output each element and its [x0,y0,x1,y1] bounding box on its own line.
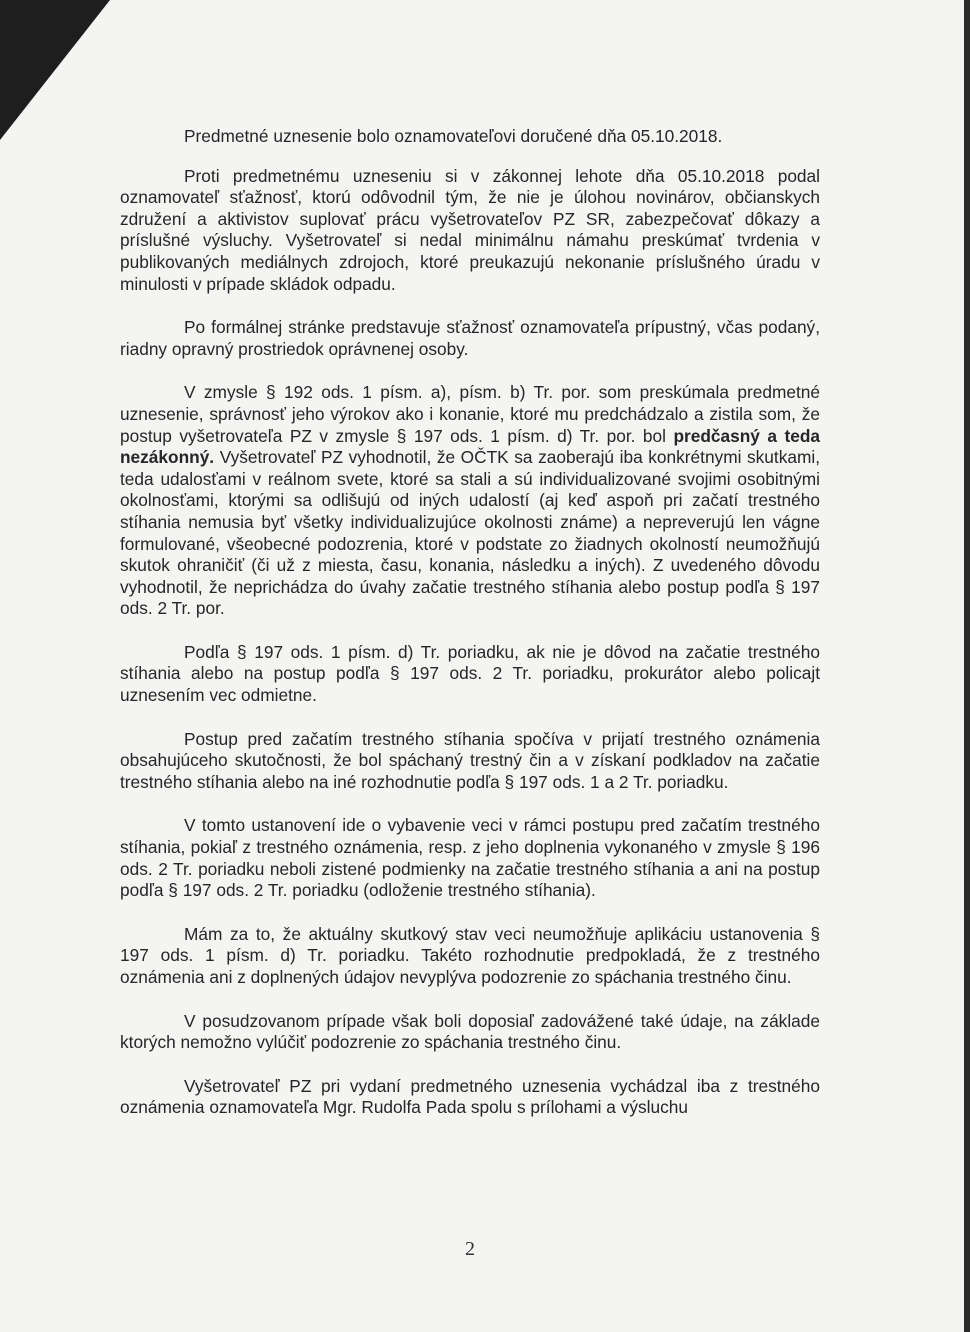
paragraph-legal-provision: Podľa § 197 ods. 1 písm. d) Tr. poriadku, ak nie je dôvod na začatie trestného stíhania alebo na postup podľa § 197 ods. 2 Tr. poriadku, prokurátor alebo policajt uznesením vec odmietne. [120,641,820,706]
review-text-start: V zmysle § 192 ods. 1 písm. a), písm. b) Tr. por. som preskúmala predmetné uznesenie, správnosť jeho výrokov ako i konanie, ktoré mu predchádzalo a zistila som, že postup vyšetrovateľa PZ v zmysle § 197 ods. 1 písm. d) Tr. por. bol [120,382,820,446]
document-body [120,126,820,1141]
paragraph-opinion: Mám za to, že aktuálny skutkový stav veci neumožňuje aplikáciu ustanovenia § 197 ods. 1 písm. d) Tr. poriadku. Takéto rozhodnutie predpokladá, že z trestného oznámenia ani z doplnených údajov nevyplýva podozrenie zo spáchania trestného činu. [120,923,820,987]
paragraph-review [120,382,820,620]
paragraph-procedure: Postup pred začatím trestného stíhania spočíva v prijatí trestného oznámenia obsahujúceho skutočnosti, že bol spáchaný trestný čin a v získaní podkladov na začatie trestného stíhania alebo na iné rozhodnutie podľa § 197 ods. 1 a 2 Tr. poriadku. [120,728,820,792]
paragraph-investigator-basis: Vyšetrovateľ PZ pri vydaní predmetného uznesenia vychádzal iba z trestného oznámenia oznamovateľa Mgr. Rudolfa Pada spolu s prílohami a výsluchu [120,1075,820,1118]
paragraph-provision-scope: V tomto ustanovení ide o vybavenie veci v rámci postupu pred začatím trestného stíhania, pokiaľ z trestného oznámenia, resp. z jeho doplnenia vykonaného v zmysle § 196 ods. 2 Tr. poriadku neboli zistené podmienky na začatie trestného stíhania a ani na postup podľa § 197 ods. 2 Tr. poriadku (odloženie trestného stíhania). [120,815,820,901]
review-text-end: Vyšetrovateľ PZ vyhodnotil, že OČTK sa zaoberajú iba konkrétnymi skutkami, teda udalosťami v reálnom svete, ktoré sa stali a sú individualizované svojimi osobitnými okolnosťami, ktorými sa odlišujú od iných udalostí (aj keď aspoň pri začatí trestného stíhania nemusia byť všetky individualizujúce okolnosti známe) a nepreverujú len vágne formulované, všeobecné podozrenia, ktoré v podstate zo žiadnych okolností neumožňujú skutok ohraničiť (či už z miesta, času, konania, následku a iných). Z uvedeného dôvodu vyhodnotil, že neprichádza do úvahy začatie trestného stíhania alebo postup podľa § 197 ods. 2 Tr. por. [120,447,820,619]
scan-shadow-edge [964,0,970,1332]
paragraph-delivery-date: Predmetné uznesenie bolo oznamovateľovi doručené dňa 05.10.2018. [184,126,723,146]
paragraph-complaint: Proti predmetnému uzneseniu si v zákonnej lehote dňa 05.10.2018 podal oznamovateľ sťažnosť, ktorú odôvodnil tým, že nie je úlohou novinárov, občianskych združení a aktivistov suplovať prácu vyšetrovateľov PZ SR, zabezpečovať dôkazy a príslušné výsluchy. Vyšetrovateľ si nedal minimálnu námahu preskúmať tvrdenia v publikovaných mediálnych zdrojoch, ktoré preukazujú nekonanie príslušného úradu v minulosti v prípade skládok odpadu. [120,165,820,294]
page-number: 2 [465,1238,475,1260]
paragraph-formal-assessment: Po formálnej stránke predstavuje sťažnosť oznamovateľa prípustný, včas podaný, riadny opravný prostriedok oprávnenej osoby. [120,317,820,359]
scan-shadow-corner [0,0,110,140]
review-conclusion-bold: predčasný a teda nezákonný. [120,425,820,468]
paragraph-current-case: V posudzovanom prípade však boli doposiaľ zadovážené také údaje, na základe ktorých nemožno vylúčiť podozrenie zo spáchania trestného činu. [120,1010,820,1053]
